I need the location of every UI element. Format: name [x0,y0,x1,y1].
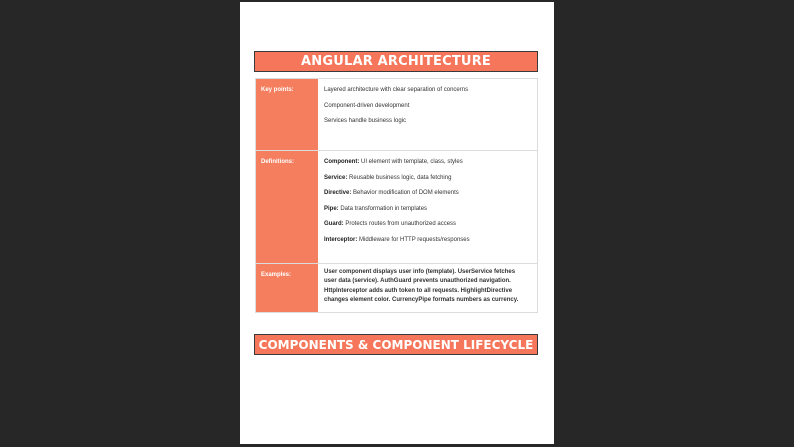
table-row-key-points [256,79,537,151]
table-row-definitions [256,151,537,264]
definition-term: Component: [324,159,360,165]
examples-text [318,264,537,312]
definition-term: Pipe: [324,205,339,212]
section-title-components-lifecycle: COMPONENTS & COMPONENT LIFECYCLE [254,334,538,355]
examples-line: HttpInterceptor adds auth token to all requests. HighlightDirective [324,287,513,294]
definition-item [324,186,531,202]
architecture-table [255,78,538,313]
section-title-angular-architecture: ANGULAR ARCHITECTURE [254,51,538,72]
list-item: Services handle business logic [324,118,407,125]
row-content [318,79,537,150]
list-item: Component-driven development [324,102,410,109]
definition-item [324,217,531,233]
document-page [240,2,554,444]
examples-line: User component displays user info (template). UserService fetches [324,269,516,275]
table-row-examples [256,264,537,312]
list-item: Layered architecture with clear separation of concerns [324,87,469,93]
definition-item [324,233,531,249]
examples-line: changes element color. CurrencyPipe formats numbers as currency. [324,297,519,304]
definition-item [324,171,531,187]
definition-item [324,202,531,218]
definition-term: Directive: [324,190,352,197]
definition-desc: Data transformation in templates [338,205,428,212]
row-content [318,151,537,263]
definition-desc: Middleware for HTTP requests/responses [357,236,470,243]
definition-term: Guard: [324,221,344,228]
row-label: Key points: [256,79,318,150]
definition-item [324,155,531,171]
row-label: Definitions: [256,151,318,263]
definition-desc: UI element with template, class, styles [359,159,463,165]
definition-term: Interceptor: [324,236,358,243]
examples-line: user data (service). AuthGuard prevents unauthorized navigation. [324,278,511,285]
definition-desc: Reusable business logic, data fetching [347,174,452,181]
row-label: Examples: [256,264,318,312]
definition-desc: Protects routes from unauthorized access [343,221,457,228]
definition-term: Service: [324,174,348,181]
definition-desc: Behavior modification of DOM elements [351,190,459,197]
